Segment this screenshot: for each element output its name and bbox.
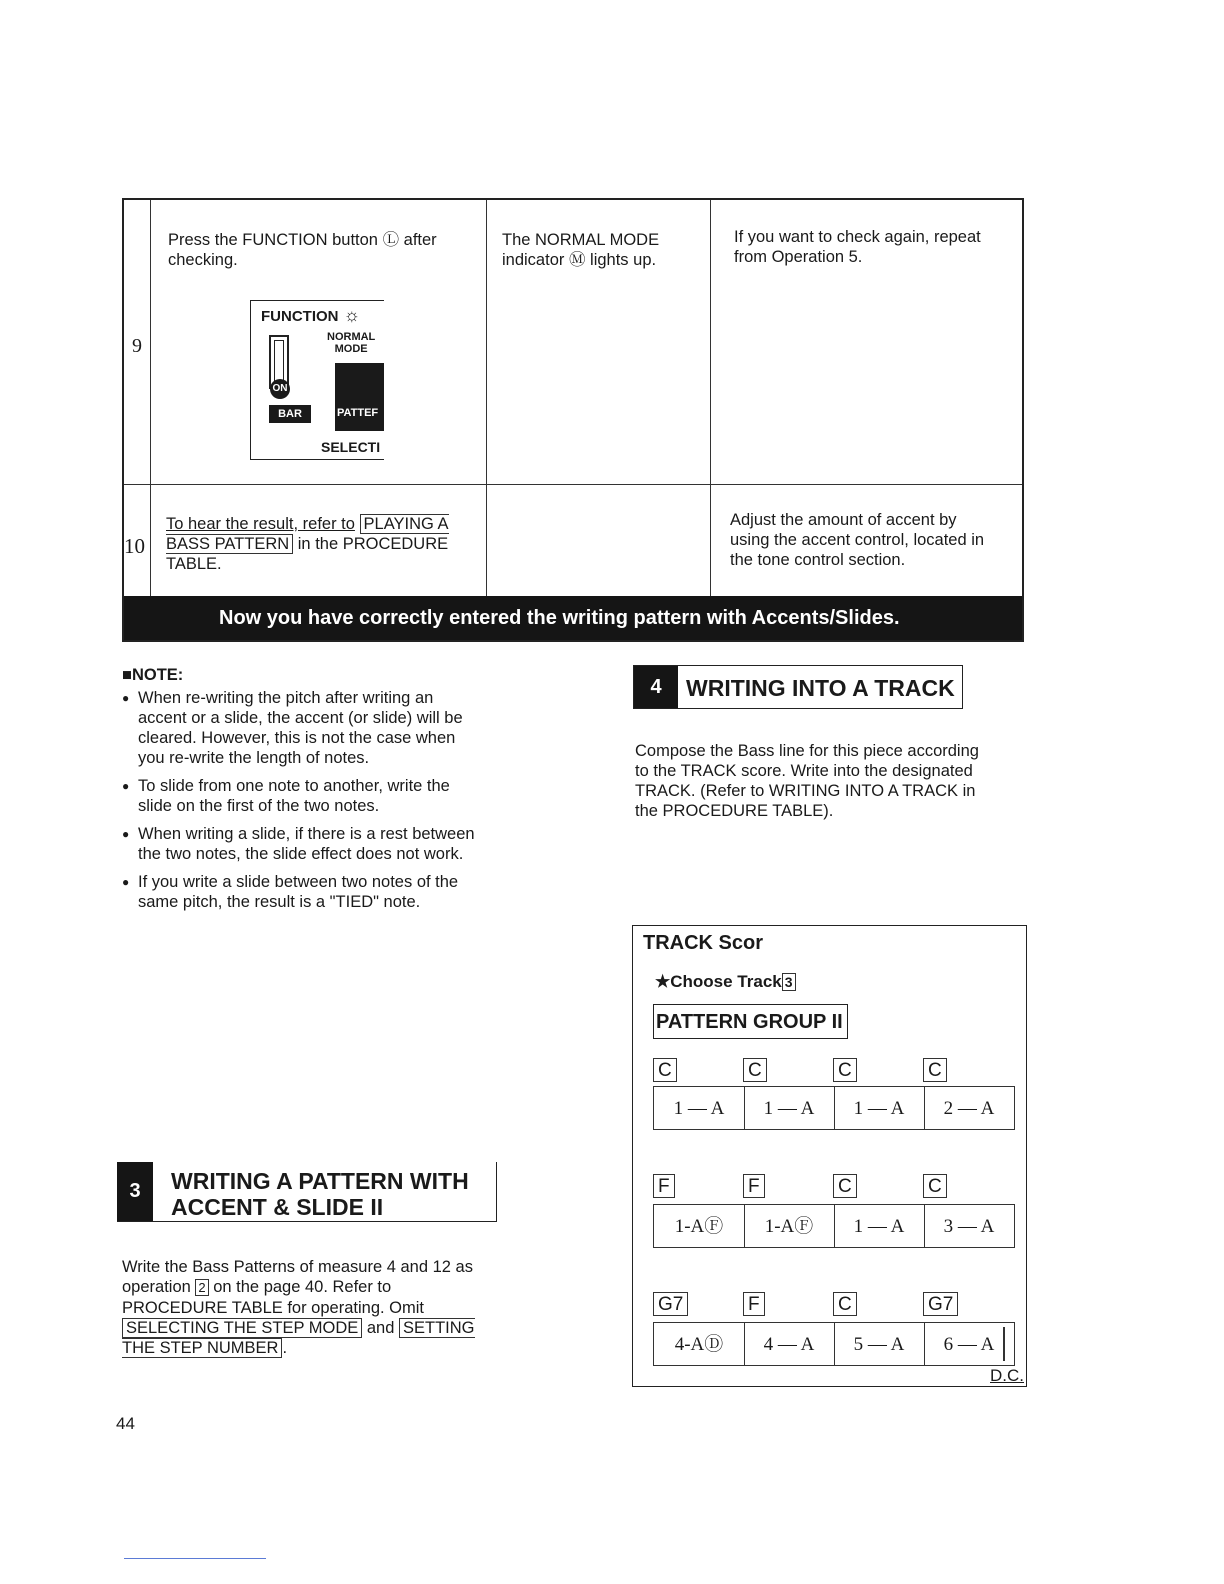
step-number-9: 9 xyxy=(132,335,142,357)
pattern-cell: 1 — A xyxy=(673,1098,725,1119)
function-label: FUNCTION ☼ xyxy=(261,305,360,325)
chord-label: C xyxy=(743,1058,767,1082)
list-item: ● If you write a slide between two notes of the same pitch, the result is a "TIED" note. xyxy=(122,872,482,912)
select-label: SELECTI xyxy=(321,439,381,455)
step-10-operation xyxy=(166,514,466,574)
section-4-heading xyxy=(633,665,963,709)
step-9-operation: Press the FUNCTION button Ⓛ after checking. xyxy=(168,231,437,269)
pattern-cell: 5 — A xyxy=(853,1334,905,1355)
chord-label: C xyxy=(833,1292,857,1316)
chord-label: G7 xyxy=(923,1292,958,1316)
column-divider xyxy=(486,200,487,598)
track-score-title: TRACK Scor xyxy=(643,932,764,954)
footer-rule xyxy=(124,1558,266,1559)
pattern-button xyxy=(335,363,384,431)
list-item: ● When writing a slide, if there is a rest between the two notes, the slide effect does not work. xyxy=(122,824,482,864)
playing-bass-pattern-ref: PLAYING A BASS PATTERN xyxy=(166,515,449,553)
pattern-label: PATTEF xyxy=(337,407,379,419)
pattern-cell: 6 — A xyxy=(943,1334,995,1355)
chord-label: F xyxy=(743,1292,765,1316)
on-indicator: ON xyxy=(270,379,290,399)
pattern-cell: 1-AⒻ xyxy=(764,1216,814,1237)
section-4-text: Compose the Bass line for this piece according to the TRACK score. Write into the designated TRACK. (Refer to WRITING INTO A TRACK in the PROCEDURE TABLE). xyxy=(635,742,979,820)
repeat-sign-icon xyxy=(1003,1327,1010,1361)
normal-mode-indicator-label: NORMAL MODE xyxy=(327,331,376,355)
step-number-10: 10 xyxy=(124,534,145,558)
section-3-title: WRITING A PATTERN WITH ACCENT & SLIDE II xyxy=(171,1168,469,1220)
chord-label: F xyxy=(743,1174,765,1198)
track-measure-row xyxy=(653,1086,1015,1130)
list-item: ● To slide from one note to another, write the slide on the first of the two notes. xyxy=(122,776,482,816)
chord-label: C xyxy=(653,1058,677,1082)
column-divider xyxy=(150,200,151,598)
success-banner: Now you have correctly entered the writing pattern with Accents/Slides. xyxy=(124,596,1022,640)
selecting-step-mode-ref: SELECTING THE STEP MODE xyxy=(122,1318,362,1338)
row-divider xyxy=(124,484,1022,485)
pattern-group-label: PATTERN GROUP II xyxy=(653,1004,848,1039)
pattern-cell: 3 — A xyxy=(943,1216,995,1237)
note-heading: ■NOTE: xyxy=(122,666,184,684)
pattern-cell: 1 — A xyxy=(853,1098,905,1119)
step-10-remarks: Adjust the amount of accent by using the accent control, located in the tone control section. xyxy=(730,511,985,569)
pattern-cell: 1 — A xyxy=(853,1216,905,1237)
function-panel-illustration xyxy=(250,300,384,460)
pattern-cell: 4 — A xyxy=(763,1334,815,1355)
track-measure-row xyxy=(653,1322,1015,1366)
bar-label: BAR xyxy=(269,405,311,423)
section-4-number: 4 xyxy=(634,666,678,708)
step-9-remarks: If you want to check again, repeat from Operation 5. xyxy=(734,228,981,266)
section-3-number: 3 xyxy=(117,1162,153,1221)
dc-marking: D.C. xyxy=(990,1366,1024,1385)
section-3-heading xyxy=(117,1162,497,1222)
choose-track-label: ★Choose Track 3 xyxy=(655,972,796,992)
page-number: 44 xyxy=(116,1414,135,1433)
column-divider xyxy=(710,200,711,598)
chord-label: C xyxy=(923,1174,947,1198)
step-10-operation-text: To hear the result, refer to xyxy=(166,515,355,533)
track-score xyxy=(632,925,1027,1387)
operation-number-ref: 2 xyxy=(195,1279,208,1296)
light-icon: ☼ xyxy=(338,305,360,325)
pattern-cell: 4-AⒹ xyxy=(674,1334,724,1355)
pattern-cell: 1-AⒻ xyxy=(674,1216,724,1237)
chord-label: C xyxy=(833,1058,857,1082)
section-3-text: Write the Bass Patterns of measure 4 and 12 as operation 2 on the page 40. Refer to PROCEDURE TABLE for operating. Omit SELECTING THE STEP MODE and SETTING THE STEP NUMBER . xyxy=(122,1258,475,1357)
chord-label: F xyxy=(653,1174,675,1198)
note-list xyxy=(122,688,482,920)
step-9-display: The NORMAL MODE indicator Ⓜ lights up. xyxy=(502,231,660,269)
pattern-cell: 1 — A xyxy=(763,1098,815,1119)
setting-step-number-ref: SETTING THE STEP NUMBER xyxy=(122,1319,475,1357)
chord-label: C xyxy=(833,1174,857,1198)
list-item: ● When re-writing the pitch after writing an accent or a slide, the accent (or slide) will be cleared. However, this is not the case when you re-write the length of notes. xyxy=(122,688,482,768)
section-4-title: WRITING INTO A TRACK xyxy=(686,675,955,701)
chord-label: C xyxy=(923,1058,947,1082)
chord-label: G7 xyxy=(653,1292,688,1316)
step-10-operation-suffix: in the PROCEDURE TABLE. xyxy=(166,535,449,573)
track-measure-row xyxy=(653,1204,1015,1248)
track-number-box: 3 xyxy=(782,973,796,991)
pattern-cell: 2 — A xyxy=(943,1098,995,1119)
